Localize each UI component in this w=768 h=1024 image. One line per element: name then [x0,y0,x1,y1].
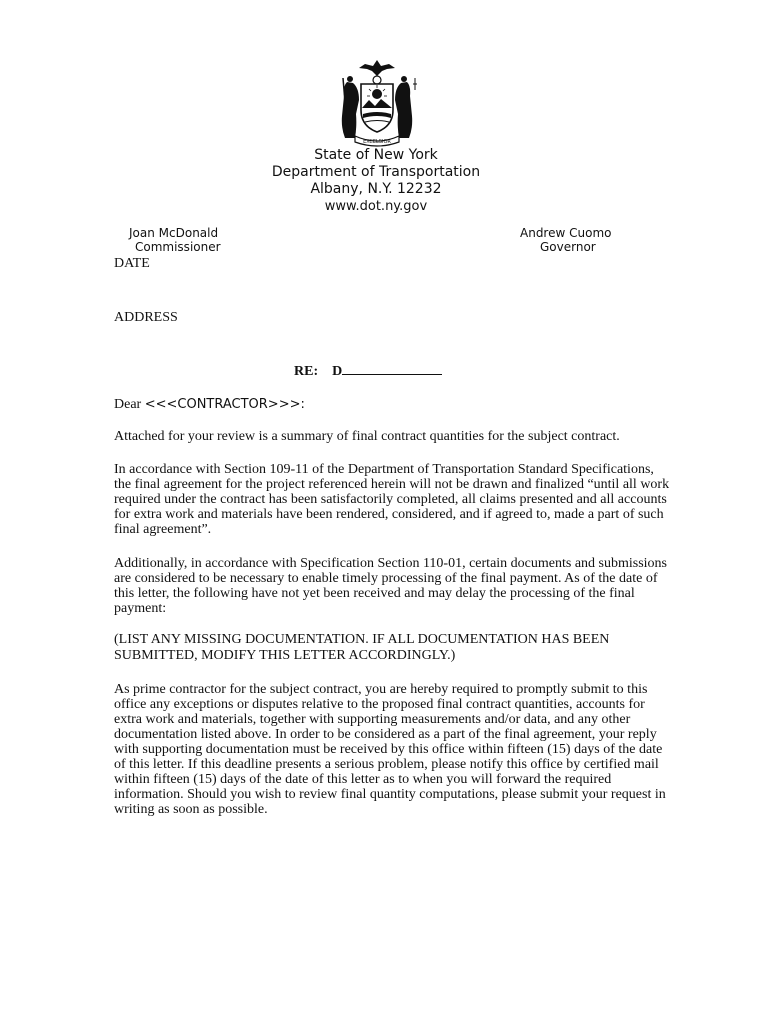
paragraph-section-110: Additionally, in accordance with Specification Section 110-01, certain documents and submissions are considered to be necessary to enable timely processing of the final payment. As of the date of this letter, the following have not yet been received and may delay the processing of the final payment: [114,556,667,616]
commissioner-title: Commissioner [135,240,221,254]
seal-motto: EXCELSIOR [363,139,391,145]
agency-department: Department of Transportation [271,164,481,180]
commissioner-name: Joan McDonald [129,226,219,240]
governor-name: Andrew Cuomo [520,226,612,240]
date-placeholder: DATE [114,256,150,271]
reference-value: D [332,364,343,379]
reference-line [294,362,442,380]
salutation-prefix: Dear [114,397,145,412]
agency-address: Albany, N.Y. 12232 [310,181,442,197]
reference-blank [342,362,442,375]
paragraph-section-109: In accordance with Section 109-11 of the Department of Transportation Standard Specifications, the final agreement for the project referenced herein will not be drawn and finalized “until all work required under the contract has been satisfactorily completed, all claims presented and all accounts for extra work and materials have been rendered, considered, and if agreed to, made a part of such final agreement”. [114,462,670,537]
governor-title: Governor [540,240,596,254]
salutation [114,397,670,412]
agency-state: State of New York [314,147,438,163]
address-placeholder: ADDRESS [114,310,178,325]
agency-website: www.dot.ny.gov [324,199,428,214]
state-seal-logo [329,56,425,150]
contractor-placeholder: <<<CONTRACTOR>>>: [144,397,305,412]
paragraph-contractor-requirements: As prime contractor for the subject contract, you are hereby required to promptly submit to this office any exceptions or disputes relative to the proposed final contract quantities, accounts for extra work and materials, together with supporting measurements and/or data, and any other documentation listed above. In order to be considered as a part of the final agreement, your reply with supporting documentation must be received by this office within fifteen (15) days of the date of this letter. If this deadline presents a serious problem, please notify this office by certified mail within fifteen (15) days of the date of this letter as to when you will forward the required information. Should you wish to review final quantity computations, please submit your request in writing as soon as possible. [114,682,666,817]
reference-label: RE: [294,364,319,379]
paragraph-summary: Attached for your review is a summary of final contract quantities for the subject contract. [114,429,620,444]
missing-documentation-instruction: (LIST ANY MISSING DOCUMENTATION. IF ALL DOCUMENTATION HAS BEEN SUBMITTED, MODIFY THIS LETTER ACCORDINGLY.) [114,632,610,663]
